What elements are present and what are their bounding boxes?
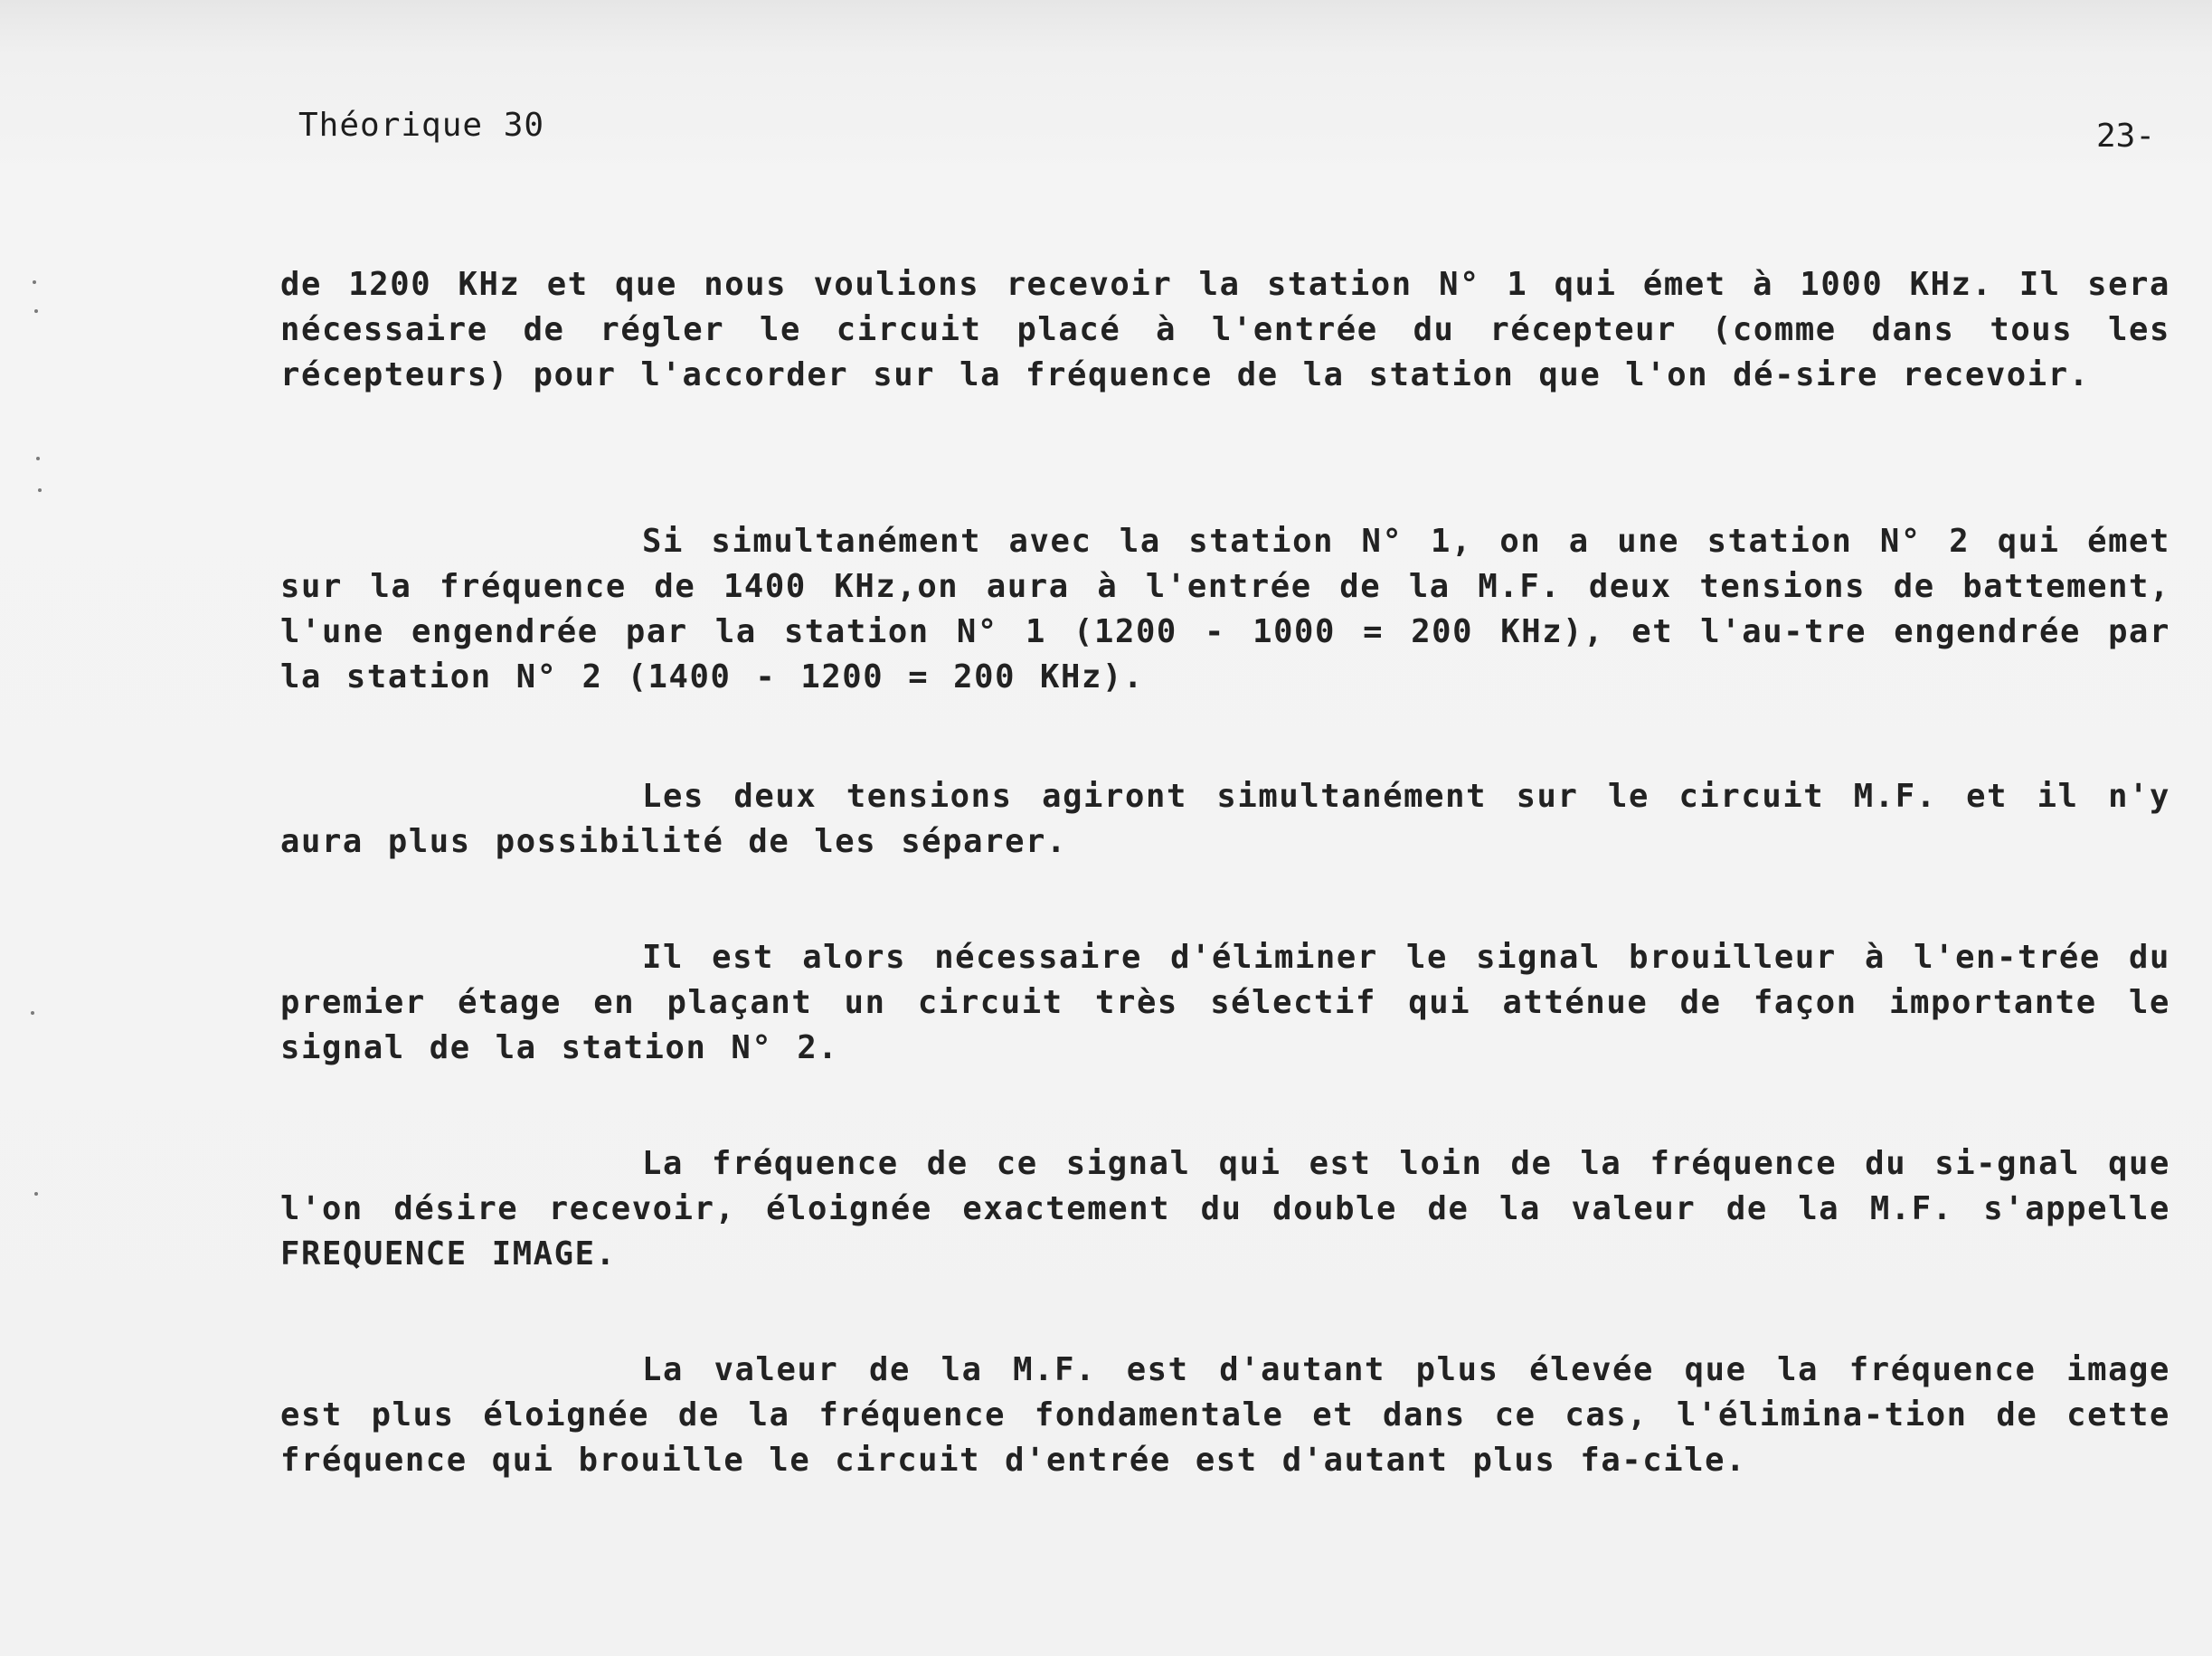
scan-speck bbox=[34, 309, 38, 313]
paragraph-3-text: Les deux tensions agiront simultanément sur le circuit M.F. et il n'y aura plus possibilité de les séparer. bbox=[280, 778, 2170, 860]
paragraph-4 bbox=[280, 935, 2170, 1071]
paragraph-3 bbox=[280, 774, 2170, 865]
paragraph-6-text: La valeur de la M.F. est d'autant plus élevée que la fréquence image est plus éloignée de la fréquence fondamentale et dans ce cas, l'élimina-tion de cette fréquence qui brouille le circuit d'entrée est d'autant plus fa-cile. bbox=[280, 1351, 2170, 1479]
page-header-title: Théorique 30 bbox=[298, 107, 545, 144]
paragraph-2-text: Si simultanément avec la station N° 1, on a une station N° 2 qui émet sur la fréquence de 1400 KHz,on aura à l'entrée de la M.F. deux tensions de battement, l'une engendrée par la station N° 1 (1200 - 1000 = 200 KHz), et l'au-tre engendrée par la station N° 2 (1400 - 1200 = 200 KHz). bbox=[280, 523, 2170, 696]
scan-speck bbox=[34, 1192, 38, 1196]
paragraph-1-text: de 1200 KHz et que nous voulions recevoir la station N° 1 qui émet à 1000 KHz. Il sera nécessaire de régler le circuit placé à l'entrée du récepteur (comme dans tous les récepteurs) pour l'accorder sur la fréquence de la station que l'on dé-sire recevoir. bbox=[280, 266, 2170, 393]
paragraph-4-text: Il est alors nécessaire d'éliminer le signal brouilleur à l'en-trée du premier étage en plaçant un circuit très sélectif qui atténue de façon importante le signal de la station N° 2. bbox=[280, 939, 2170, 1066]
paragraph-5-text: La fréquence de ce signal qui est loin de la fréquence du si-gnal que l'on désire recevoir, éloignée exactement du double de la valeur de la M.F. s'appelle FREQUENCE IMAGE. bbox=[280, 1145, 2170, 1273]
page-number: 23- bbox=[2096, 118, 2156, 155]
paragraph-2 bbox=[280, 519, 2170, 700]
paragraph-6 bbox=[280, 1348, 2170, 1483]
scan-speck bbox=[31, 1011, 34, 1015]
paragraph-1 bbox=[280, 262, 2170, 398]
scan-speck bbox=[36, 457, 40, 460]
paragraph-5 bbox=[280, 1141, 2170, 1277]
scan-speck bbox=[38, 488, 42, 492]
scan-speck bbox=[33, 280, 36, 284]
